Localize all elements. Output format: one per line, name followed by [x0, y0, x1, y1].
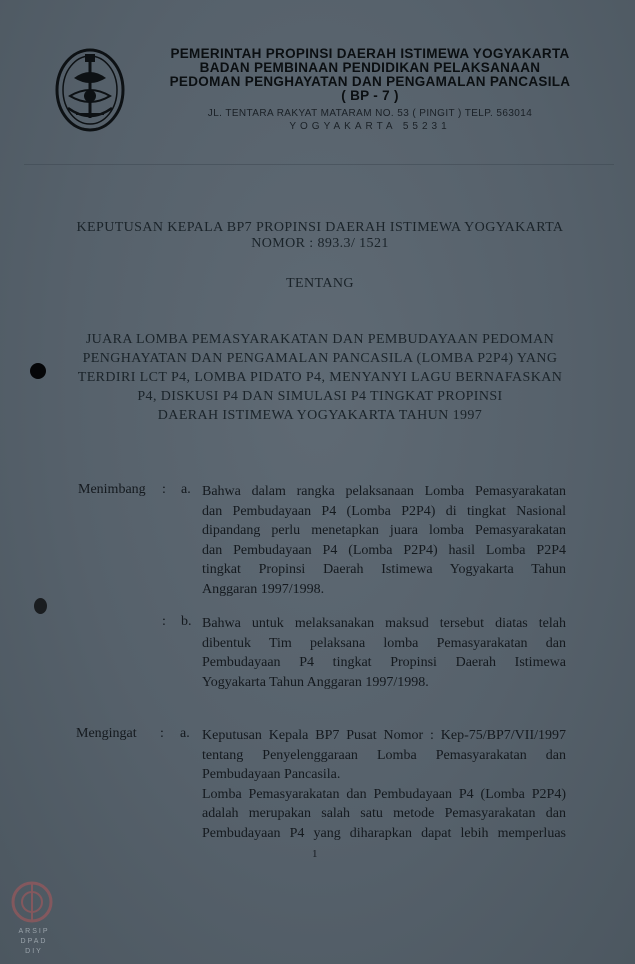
- text-line: Pembudayaan P4 tingkat Propinsi Daerah Istimewa: [202, 655, 566, 670]
- text-line: dan Pembudayaan P4 (Lomba P2P4) hasil Lomba P2P4: [202, 542, 566, 558]
- subject-line: JUARA LOMBA PEMASYARAKATAN DAN PEMBUDAYAAN PEDOMAN: [85, 332, 555, 347]
- text-line: dibentuk Tim pelaksana lomba Pemasyarakatan dan: [202, 635, 566, 651]
- letterhead-abbrev: ( BP - 7 ): [341, 88, 399, 103]
- mengingat-a-text: [202, 726, 566, 843]
- text-line: Lomba Pemasyarakatan dan Pembudayaan P4 (Lomba P2P4): [202, 786, 566, 802]
- mengingat-label: Mengingat: [76, 726, 137, 741]
- tentang-heading: TENTANG: [286, 276, 354, 291]
- subject-line: TERDIRI LCT P4, LOMBA PIDATO P4, MENYANYI LAGU BERNAFASKAN: [77, 370, 563, 385]
- text-line: tingkat Propinsi Daerah Istimewa Yogyakarta Tahun: [202, 562, 566, 577]
- menimbang-a-letter: a.: [181, 482, 191, 497]
- watermark-text: DIY: [25, 948, 43, 955]
- text-line: Anggaran 1997/1998.: [202, 581, 325, 597]
- subject-line: DAERAH ISTIMEWA YOGYAKARTA TAHUN 1997: [157, 408, 483, 423]
- watermark-text: ARSIP: [18, 928, 50, 935]
- letterhead-government: PEMERINTAH PROPINSI DAERAH ISTIMEWA YOGYAKARTA: [170, 46, 570, 61]
- yogyakarta-crest-icon: [54, 44, 126, 134]
- menimbang-colon: :: [162, 482, 166, 497]
- subject-line: P4, DISKUSI P4 DAN SIMULASI P4 TINGKAT PROPINSI: [137, 389, 503, 404]
- text-line: Keputusan Kepala BP7 Pusat Nomor : Kep-75/BP7/VII/1997: [202, 728, 566, 743]
- text-line: adalah merupakan salah satu metode Pemasyarakatan dan: [202, 806, 566, 821]
- menimbang-b-letter: b.: [181, 614, 192, 629]
- mengingat-a-letter: a.: [180, 726, 190, 741]
- text-line: tentang Penyelenggaraan Lomba Pemasyarakatan dan: [202, 747, 566, 763]
- decree-title: KEPUTUSAN KEPALA BP7 PROPINSI DAERAH ISTIMEWA YOGYAKARTA: [76, 220, 564, 235]
- menimbang-a-text: [202, 482, 566, 599]
- text-line: dipandang perlu menetapkan juara lomba Pemasyarakatan: [202, 523, 566, 538]
- text-line: Pembudayaan Pancasila.: [202, 767, 341, 782]
- mengingat-colon: :: [160, 726, 164, 741]
- page-number: 1: [312, 848, 318, 860]
- menimbang-label: Menimbang: [78, 482, 146, 497]
- punch-hole: [34, 598, 47, 614]
- punch-hole: [30, 363, 46, 379]
- letterhead-divider: [24, 164, 614, 165]
- letterhead-address: JL. TENTARA RAKYAT MATARAM NO. 53 ( PINGIT ) TELP. 563014: [207, 108, 533, 119]
- watermark-text: DPAD: [20, 938, 48, 945]
- decree-number: NOMOR : 893.3/ 1521: [251, 236, 389, 251]
- letterhead-agency: BADAN PEMBINAAN PENDIDIKAN PELAKSANAAN: [199, 60, 541, 75]
- text-line: Bahwa untuk melaksanakan maksud tersebut diatas telah: [202, 616, 566, 631]
- text-line: Pembudayaan P4 yang diharapkan dapat lebih memperluas: [202, 825, 566, 841]
- letterhead-city: YOGYAKARTA 55231: [289, 121, 451, 132]
- text-line: Yogyakarta Tahun Anggaran 1997/1998.: [202, 674, 429, 690]
- text-line: Bahwa dalam rangka pelaksanaan Lomba Pemasyarakatan: [202, 484, 566, 499]
- subject-line: PENGHAYATAN DAN PENGAMALAN PANCASILA (LOMBA P2P4) YANG: [82, 351, 558, 366]
- letterhead-agency-cont: PEDOMAN PENGHAYATAN DAN PENGAMALAN PANCASILA: [169, 74, 571, 89]
- menimbang-b-colon: :: [162, 614, 166, 629]
- menimbang-b-text: [202, 614, 566, 692]
- text-line: dan Pembudayaan P4 (Lomba P2P4) di tingkat Nasional: [202, 503, 566, 519]
